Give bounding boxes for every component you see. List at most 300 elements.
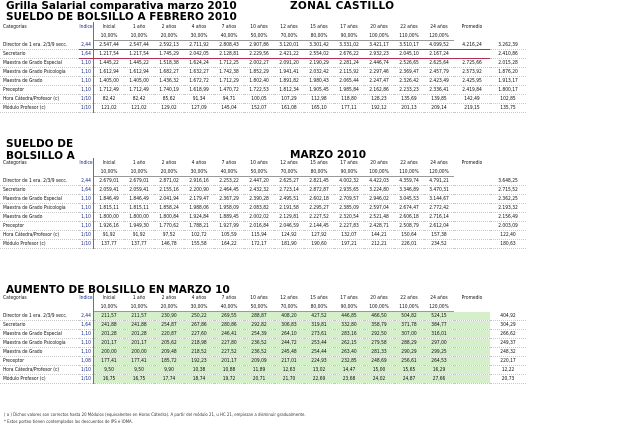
value-cell: 3.045,53	[394, 195, 424, 204]
value-cell: 146,78	[154, 240, 184, 249]
value-cell: 135,69	[394, 95, 424, 104]
value-cell: 1.858,24	[154, 204, 184, 213]
value-cell: 269,55	[214, 312, 244, 321]
percent-cell	[79, 168, 94, 177]
value-cell: 2.065,44	[334, 77, 364, 86]
category-label: Módulo Profesor (c)	[0, 240, 79, 249]
average-cell: 266,62	[490, 330, 526, 339]
value-cell: 218,98	[184, 339, 214, 348]
column-header: 7 años	[221, 24, 237, 30]
column-header: Categorías	[3, 160, 27, 166]
value-cell: 15,65	[394, 366, 424, 375]
percent-cell: 80,00%	[304, 168, 334, 177]
index-cell: 1,10	[79, 204, 94, 213]
column-header: 20 años	[370, 24, 388, 30]
category-label: Maestra de Grado Especial	[0, 195, 79, 204]
value-cell: 94,71	[214, 95, 244, 104]
value-cell: 292,82	[244, 321, 274, 330]
value-cell: 2.907,86	[244, 41, 274, 50]
average-cell: 2.003,09	[490, 222, 526, 231]
value-cell: 1.445,22	[94, 59, 125, 68]
column-header: 22 años	[400, 295, 418, 301]
value-cell: 1.800,00	[94, 213, 125, 222]
value-cell: 232,85	[334, 357, 364, 366]
value-cell: 2.808,43	[214, 41, 244, 50]
value-cell: 2.521,48	[364, 213, 394, 222]
value-cell	[454, 339, 490, 348]
percent-cell: 70,00%	[274, 303, 304, 312]
value-cell: 4.216,24	[454, 41, 490, 50]
value-cell: 1.217,54	[124, 50, 154, 59]
value-cell: 152,07	[244, 104, 274, 113]
value-cell: 230,90	[154, 312, 184, 321]
value-cell: 2.711,92	[184, 41, 214, 50]
value-cell: 1.891,82	[274, 77, 304, 86]
value-cell: 2.227,52	[304, 213, 334, 222]
value-cell: 1.815,11	[94, 204, 125, 213]
value-cell: 1.800,84	[154, 213, 184, 222]
average-cell: 180,63	[490, 240, 526, 249]
value-cell: 2.091,20	[274, 59, 304, 68]
table-row	[0, 68, 526, 77]
value-cell: 306,83	[274, 321, 304, 330]
value-cell: 1.682,27	[154, 68, 184, 77]
percent-cell	[454, 303, 490, 312]
average-cell: 249,37	[490, 339, 526, 348]
category-label: Director de 1 era. 2/3/9 secc.	[0, 177, 79, 186]
percent-cell: 90,00%	[334, 303, 364, 312]
value-cell: 2.932,23	[364, 50, 394, 59]
page-title: Grilla Salarial comparativa marzo 2010	[6, 0, 237, 12]
value-cell: 12,63	[274, 366, 304, 375]
value-cell: 358,79	[364, 321, 394, 330]
value-cell: 253,44	[304, 339, 334, 348]
value-cell: 2.190,29	[304, 59, 334, 68]
percent-cell: 30,00%	[184, 168, 214, 177]
average-cell: 122,40	[490, 231, 526, 240]
value-cell: 504,82	[394, 312, 424, 321]
value-cell: 177,41	[94, 357, 125, 366]
zone-title: ZONAL CASTILLO	[290, 0, 395, 12]
average-cell: 3.648,25	[490, 177, 526, 186]
value-cell: 2.390,28	[244, 195, 274, 204]
value-cell: 10,88	[214, 366, 244, 375]
column-header: 4 años	[191, 295, 207, 301]
value-cell: 115,94	[244, 231, 274, 240]
column-header: 20 años	[370, 295, 388, 301]
value-cell: 2.573,92	[454, 68, 490, 77]
value-cell: 118,80	[334, 95, 364, 104]
value-cell: 2.602,18	[304, 195, 334, 204]
value-cell	[454, 204, 490, 213]
value-cell	[454, 177, 490, 186]
column-header: 10 años	[250, 295, 268, 301]
value-cell: 150,64	[394, 231, 424, 240]
value-cell: 2.625,64	[424, 59, 454, 68]
value-cell: 2.428,71	[364, 222, 394, 231]
value-cell: 205,62	[154, 339, 184, 348]
column-header: 7 años	[221, 160, 237, 166]
value-cell: 1.905,45	[304, 86, 334, 95]
value-cell: 128,23	[364, 95, 394, 104]
value-cell	[454, 231, 490, 240]
category-label: Maestra de Grado Especial	[0, 330, 79, 339]
value-cell: 2.016,84	[244, 222, 274, 231]
index-cell: 1,08	[79, 357, 94, 366]
value-cell: 201,28	[124, 330, 154, 339]
value-cell: 2.432,32	[244, 186, 274, 195]
value-cell: 91,92	[124, 231, 154, 240]
value-cell: 129,02	[154, 104, 184, 113]
value-cell: 4.422,03	[364, 177, 394, 186]
value-cell: 234,52	[424, 240, 454, 249]
value-cell: 1.405,00	[124, 77, 154, 86]
percent-row	[0, 32, 526, 41]
column-header: 1 año	[132, 160, 146, 166]
value-cell: 2.247,47	[364, 77, 394, 86]
column-header: 10 años	[250, 24, 268, 30]
value-cell: 1.722,53	[244, 86, 274, 95]
average-cell: 12,22	[490, 366, 526, 375]
value-cell	[454, 50, 490, 59]
value-cell: 14,47	[334, 366, 364, 375]
column-header: Inicial	[102, 295, 116, 301]
percent-cell: 50,00%	[244, 168, 274, 177]
value-cell: 1.941,41	[274, 68, 304, 77]
value-cell: 4.791,21	[424, 177, 454, 186]
value-cell: 466,50	[364, 312, 394, 321]
category-label: Preceptor	[0, 222, 79, 231]
value-cell	[454, 213, 490, 222]
table-row	[0, 240, 526, 249]
value-cell: 1.800,00	[124, 213, 154, 222]
value-cell: 2.367,29	[214, 195, 244, 204]
percent-cell: 100,00%	[364, 32, 394, 41]
value-cell: 241,88	[94, 321, 125, 330]
value-cell: 2.606,18	[394, 213, 424, 222]
value-cell: 161,08	[274, 104, 304, 113]
value-cell	[454, 357, 490, 366]
index-cell: 1,10	[79, 348, 94, 357]
category-label: Director de 1 era. 2/3/9 secc.	[0, 41, 79, 50]
value-cell: 10,38	[184, 366, 214, 375]
table-row	[0, 95, 526, 104]
column-header: Promedio	[461, 24, 483, 30]
average-cell: 2.156,49	[490, 213, 526, 222]
value-cell: 2.674,47	[394, 204, 424, 213]
value-cell: 2.320,54	[334, 213, 364, 222]
value-cell: 2.041,94	[154, 195, 184, 204]
table-header-row	[0, 158, 526, 168]
value-cell: 2.167,24	[424, 50, 454, 59]
value-cell: 165,10	[304, 104, 334, 113]
value-cell: 4.099,52	[424, 41, 454, 50]
value-cell: 2.233,23	[394, 86, 424, 95]
value-cell: 17,74	[154, 375, 184, 384]
column-header: 7 años	[221, 295, 237, 301]
index-cell: 1,10	[79, 213, 94, 222]
category-label: Maestra de Grado	[0, 213, 79, 222]
index-cell: 1/10	[79, 231, 94, 240]
value-cell: 209,14	[424, 104, 454, 113]
value-cell: 11,89	[244, 366, 274, 375]
value-cell: 100,05	[244, 95, 274, 104]
value-cell: 283,16	[334, 330, 364, 339]
value-cell: 319,81	[304, 321, 334, 330]
value-cell	[454, 375, 490, 384]
value-cell	[454, 186, 490, 195]
value-cell: 2.032,42	[304, 68, 334, 77]
value-cell: 3.421,17	[364, 41, 394, 50]
value-cell: 2.464,45	[214, 186, 244, 195]
index-cell: 2,44	[79, 177, 94, 186]
value-cell: 1.612,94	[94, 68, 125, 77]
value-cell: 2.385,09	[334, 204, 364, 213]
percent-cell	[0, 303, 79, 312]
category-label: Director de 1 era. 2/3/9 secc.	[0, 312, 79, 321]
value-cell: 254,44	[304, 348, 334, 357]
value-cell: 250,22	[184, 312, 214, 321]
percent-cell: 40,00%	[214, 168, 244, 177]
value-cell: 9,50	[124, 366, 154, 375]
value-cell: 2.200,90	[184, 186, 214, 195]
column-header: 20 años	[370, 160, 388, 166]
value-cell: 2.935,65	[334, 186, 364, 195]
index-cell: 1,10	[79, 77, 94, 86]
value-cell: 217,01	[274, 357, 304, 366]
value-cell: 19,72	[214, 375, 244, 384]
value-cell: 2.002,27	[244, 59, 274, 68]
index-cell: 1,10	[79, 195, 94, 204]
value-cell: 2.554,02	[304, 50, 334, 59]
value-cell: 2.679,01	[94, 177, 125, 186]
value-cell	[454, 366, 490, 375]
value-cell	[454, 222, 490, 231]
table-row	[0, 312, 526, 321]
category-label: Maestra de Grado Psicología	[0, 204, 79, 213]
percent-cell: 40,00%	[214, 303, 244, 312]
value-cell: 2.447,20	[244, 177, 274, 186]
value-cell: 280,86	[214, 321, 244, 330]
category-label: Módulo Profesor (c)	[0, 104, 79, 113]
value-cell: 2.946,02	[364, 195, 394, 204]
column-header: Inicial	[102, 24, 116, 30]
value-cell: 332,80	[334, 321, 364, 330]
index-cell: 1/10	[79, 375, 94, 384]
value-cell: 297,00	[424, 339, 454, 348]
percent-cell: 20,00%	[154, 168, 184, 177]
value-cell: 91,92	[94, 231, 125, 240]
percent-cell: 50,00%	[244, 32, 274, 41]
value-cell: 91,34	[184, 95, 214, 104]
value-cell: 212,21	[364, 240, 394, 249]
value-cell: 137,77	[124, 240, 154, 249]
value-cell: 2.115,92	[334, 68, 364, 77]
value-cell: 1.980,43	[304, 77, 334, 86]
value-cell: 292,50	[364, 330, 394, 339]
percent-cell: 10,00%	[94, 32, 125, 41]
average-cell: 2.715,52	[490, 186, 526, 195]
value-cell: 2.297,46	[364, 68, 394, 77]
average-cell: 1.876,20	[490, 68, 526, 77]
column-header: 2 años	[161, 24, 177, 30]
category-label: Maestra de Grado Psicología	[0, 68, 79, 77]
value-cell: 2.709,57	[334, 195, 364, 204]
column-header: Categorías	[3, 24, 27, 30]
percent-cell: 120,00%	[424, 32, 454, 41]
percent-cell: 40,00%	[214, 32, 244, 41]
value-cell: 1.618,99	[184, 86, 214, 95]
value-cell: 2.597,04	[364, 204, 394, 213]
salary-table-feb	[0, 22, 526, 113]
index-cell: 1/10	[79, 366, 94, 375]
table-header-row	[0, 293, 526, 303]
value-cell: 1.217,54	[94, 50, 125, 59]
table-row	[0, 357, 526, 366]
average-cell: 220,17	[490, 357, 526, 366]
value-cell: 227,52	[214, 348, 244, 357]
column-header: 22 años	[400, 24, 418, 30]
value-cell: 1.624,24	[184, 59, 214, 68]
value-cell: 2.679,01	[124, 177, 154, 186]
value-cell: 137,77	[94, 240, 125, 249]
value-cell: 236,52	[244, 339, 274, 348]
column-header: 12 años	[280, 295, 298, 301]
percent-cell: 10,00%	[124, 303, 154, 312]
average-cell: 135,75	[490, 104, 526, 113]
value-cell: 1.745,29	[154, 50, 184, 59]
footnote-1: ( a ) Dichos valores son correctos hasta 20 Módulos (equivalentes en Horas Cátedra). A partir del módulo 21, u HC 21, empiezan a disminuir gradualmente.	[4, 413, 306, 418]
value-cell: 18,74	[184, 375, 214, 384]
section-heading-mar-center: MARZO 2010	[290, 149, 367, 161]
table-row	[0, 86, 526, 95]
column-header: 17 años	[340, 24, 358, 30]
category-label: Maestra de Grado Especial	[0, 59, 79, 68]
value-cell: 201,17	[94, 339, 125, 348]
value-cell: 227,60	[184, 330, 214, 339]
table-row	[0, 77, 526, 86]
value-cell: 220,87	[154, 330, 184, 339]
value-cell: 2.281,24	[334, 59, 364, 68]
value-cell: 371,78	[394, 321, 424, 330]
column-header: Indice	[79, 295, 93, 301]
value-cell: 2.446,74	[364, 59, 394, 68]
value-cell: 97,52	[154, 231, 184, 240]
column-header: 4 años	[191, 24, 207, 30]
value-cell: 2.457,79	[424, 68, 454, 77]
value-cell: 2.155,16	[154, 186, 184, 195]
category-label: Preceptor	[0, 86, 79, 95]
value-cell: 264,10	[274, 330, 304, 339]
column-header: Promedio	[461, 295, 483, 301]
value-cell: 3.510,17	[394, 41, 424, 50]
value-cell: 102,72	[184, 231, 214, 240]
value-cell: 2.723,14	[274, 186, 304, 195]
column-header: 2 años	[161, 160, 177, 166]
value-cell: 1.740,19	[154, 86, 184, 95]
value-cell: 172,17	[244, 240, 274, 249]
value-cell: 219,15	[454, 104, 490, 113]
value-cell	[454, 312, 490, 321]
value-cell: 24,02	[364, 375, 394, 384]
value-cell: 201,17	[124, 339, 154, 348]
column-header: Categorías	[3, 295, 27, 301]
value-cell: 121,02	[94, 104, 125, 113]
category-label: Hora Cátedra/Profesor (c)	[0, 366, 79, 375]
value-cell: 2.676,22	[334, 50, 364, 59]
value-cell: 127,92	[304, 231, 334, 240]
percent-cell	[0, 32, 79, 41]
table-row	[0, 375, 526, 384]
value-cell: 2.295,27	[304, 204, 334, 213]
value-cell: 2.612,04	[424, 222, 454, 231]
value-cell: 446,85	[334, 312, 364, 321]
percent-row	[0, 168, 526, 177]
value-cell: 427,52	[304, 312, 334, 321]
value-cell: 2.229,56	[244, 50, 274, 59]
value-cell: 1.612,94	[124, 68, 154, 77]
value-cell: 201,13	[394, 104, 424, 113]
percent-row	[0, 303, 526, 312]
value-cell: 190,60	[304, 240, 334, 249]
table-row	[0, 348, 526, 357]
percent-cell: 120,00%	[424, 168, 454, 177]
value-cell: 3.470,31	[424, 186, 454, 195]
value-cell	[454, 321, 490, 330]
percent-cell: 10,00%	[94, 303, 125, 312]
column-header: 17 años	[340, 160, 358, 166]
value-cell: 2.059,41	[94, 186, 125, 195]
index-cell: 2,44	[79, 41, 94, 50]
value-cell: 2.045,10	[394, 50, 424, 59]
footnote-2: * Estos porteo tienen contemplados los descuentos de IPS e IOMA.	[4, 420, 133, 425]
value-cell: 1.518,38	[154, 59, 184, 68]
average-cell: 2.362,25	[490, 195, 526, 204]
category-label: Maestra de Grado	[0, 348, 79, 357]
value-cell: 1.812,34	[274, 86, 304, 95]
value-cell: 200,00	[124, 348, 154, 357]
value-cell: 2.495,51	[274, 195, 304, 204]
value-cell: 197,21	[334, 240, 364, 249]
average-cell: 102,85	[490, 95, 526, 104]
average-cell: 2.015,28	[490, 59, 526, 68]
value-cell: 316,01	[424, 330, 454, 339]
value-cell: 132,07	[334, 231, 364, 240]
column-header: 2 años	[161, 295, 177, 301]
value-cell: 2.129,81	[274, 213, 304, 222]
value-cell: 22,69	[304, 375, 334, 384]
value-cell: 185,72	[154, 357, 184, 366]
category-label: Módulo Profesor (c)	[0, 375, 79, 384]
value-cell: 145,04	[214, 104, 244, 113]
value-cell: 267,86	[184, 321, 214, 330]
value-cell: 3.331,02	[334, 41, 364, 50]
value-cell: 1.405,00	[94, 77, 125, 86]
value-cell: 2.421,22	[274, 50, 304, 59]
value-cell: 9,90	[154, 366, 184, 375]
table-row	[0, 50, 526, 59]
index-cell: 2,44	[79, 312, 94, 321]
index-cell: 1/10	[79, 104, 94, 113]
value-cell: 121,02	[124, 104, 154, 113]
value-cell: 16,75	[94, 375, 125, 384]
value-cell: 3.120,01	[274, 41, 304, 50]
category-label: Preceptor	[0, 357, 79, 366]
value-cell: 112,98	[304, 95, 334, 104]
value-cell: 201,28	[94, 330, 125, 339]
value-cell: 1.672,72	[184, 77, 214, 86]
index-cell: 1,64	[79, 186, 94, 195]
